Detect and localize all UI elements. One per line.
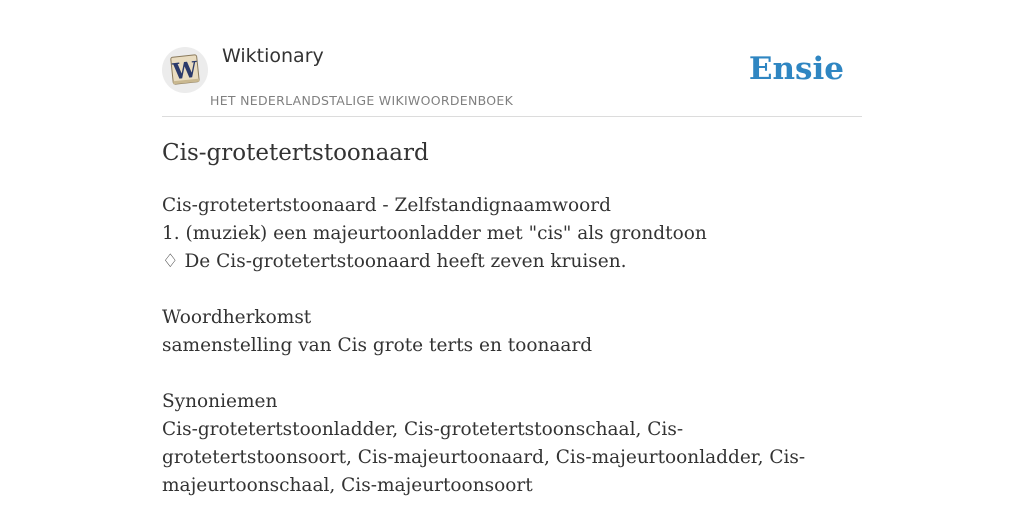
site-tagline: HET NEDERLANDSTALIGE WIKIWOORDENBOEK <box>210 93 514 108</box>
entry-example: ♢ De Cis-grotetertstoonaard heeft zeven kruisen. <box>162 251 627 272</box>
entry-content <box>162 192 862 500</box>
entry-headline: Cis-grotetertstoonaard - Zelfstandignaamwoord <box>162 195 611 216</box>
etymology-heading: Woordherkomst <box>162 307 312 328</box>
spacer <box>162 360 862 388</box>
synonyms-heading: Synoniemen <box>162 391 278 412</box>
etymology-text: samenstelling van Cis grote terts en toonaard <box>162 335 593 356</box>
spacer <box>162 276 862 304</box>
synonyms-list: Cis-grotetertstoonladder, Cis-grotetertstoonschaal, Cis-grotetertstoonsoort, Cis-majeurtoonaard, Cis-majeurtoonladder, Cis-majeurtoonschaal, Cis-majeurtoonsoort <box>162 419 806 496</box>
svg-text:W: W <box>171 56 199 86</box>
page-title: Cis-grotetertstoonaard <box>162 140 429 166</box>
ensie-brand-link[interactable]: Ensie <box>748 51 844 87</box>
site-header <box>162 0 862 117</box>
wiktionary-logo-icon[interactable] <box>162 47 208 93</box>
entry-definition: 1. (muziek) een majeurtoonladder met "cis" als grondtoon <box>162 223 707 244</box>
site-name[interactable]: Wiktionary <box>222 45 324 67</box>
